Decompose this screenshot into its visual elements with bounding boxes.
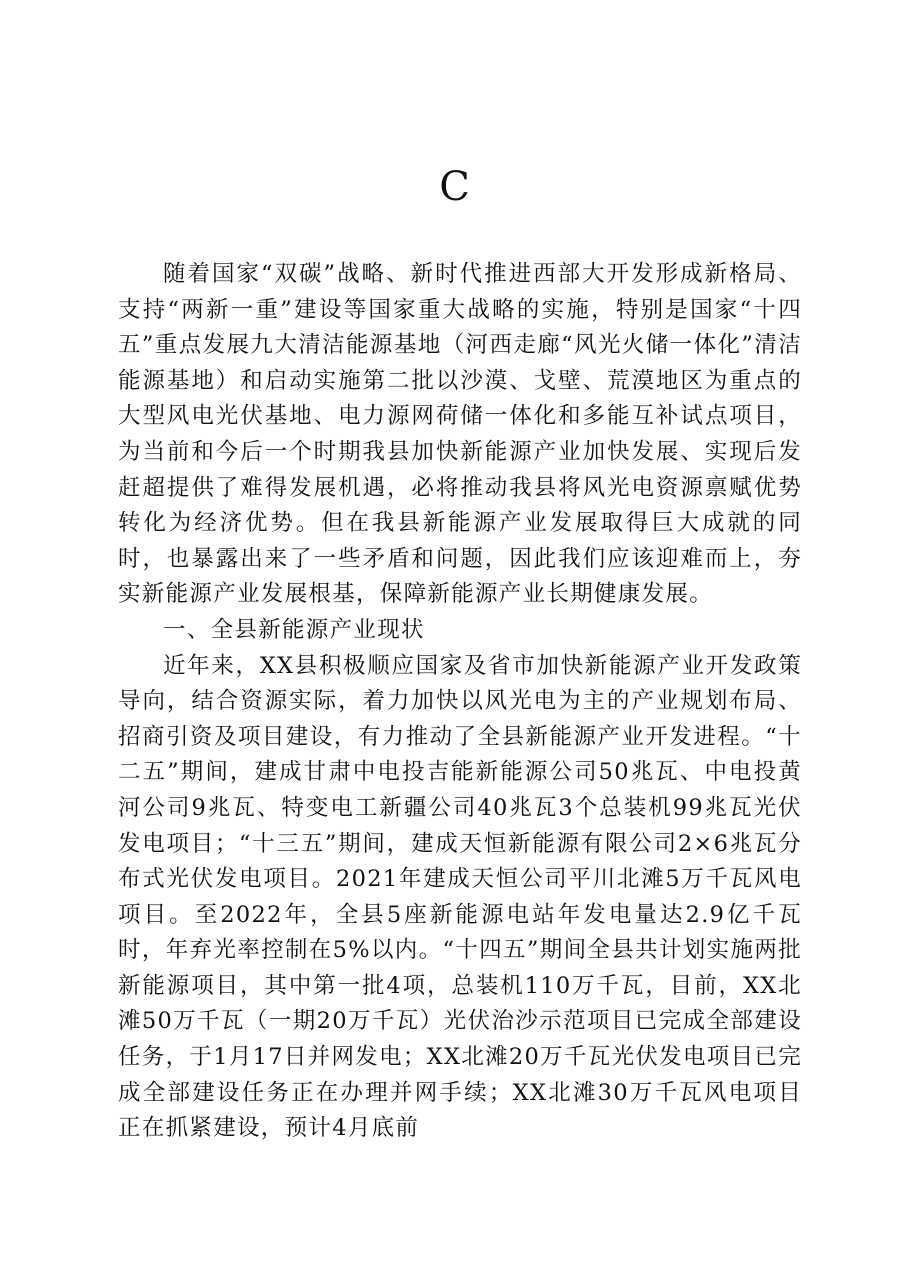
paragraph-intro: 随着国家“双碳”战略、新时代推进西部大开发形成新格局、支持“两新一重”建设等国家重大战略的实施，特别是国家“十四五”重点发展九大清洁能源基地（河西走廊“风光火储一体化”清洁能源基地）和启动实施第二批以沙漠、戈壁、荒漠地区为重点的大型风电光伏基地、电力源网荷储一体化和多能互补试点项目，为当前和今后一个时期我县加快新能源产业加快发展、实现后发赶超提供了难得发展机遇，必将推动我县将风光电资源禀赋优势转化为经济优势。但在我县新能源产业发展取得巨大成就的同时，也暴露出来了一些矛盾和问题，因此我们应该迎难而上，夯实新能源产业发展根基，保障新能源产业长期健康发展。 [118,261,802,608]
document-body [118,257,802,1147]
paragraph-status: 近年来，XX县积极顺应国家及省市加快新能源产业开发政策导向，结合资源实际，着力加快以风光电为主的产业规划布局、招商引资及项目建设，有力推动了全县新能源产业开发进程。“十二五”期间，建成甘肃中电投吉能新能源公司50兆瓦、中电投黄河公司9兆瓦、特变电工新疆公司40兆瓦3个总装机99兆瓦光伏发电项目；“十三五”期间，建成天恒新能源有限公司2×6兆瓦分布式光伏发电项目。2021年建成天恒公司平川北滩5万千瓦风电项目。至2022年，全县5座新能源电站年发电量达2.9亿千瓦时，年弃光率控制在5%以内。“十四五”期间全县共计划实施两批新能源项目，其中第一批4项，总装机110万千瓦，目前，XX北滩50万千瓦（一期20万千瓦）光伏治沙示范项目已完成全部建设任务，于1月17日并网发电；XX北滩20万千瓦光伏发电项目已完成全部建设任务正在办理并网手续；XX北滩30万千瓦风电项目正在抓紧建设，预计4月底前 [118,652,802,1142]
document-title: C [439,164,470,210]
section-heading: 一、全县新能源产业现状 [163,616,425,643]
